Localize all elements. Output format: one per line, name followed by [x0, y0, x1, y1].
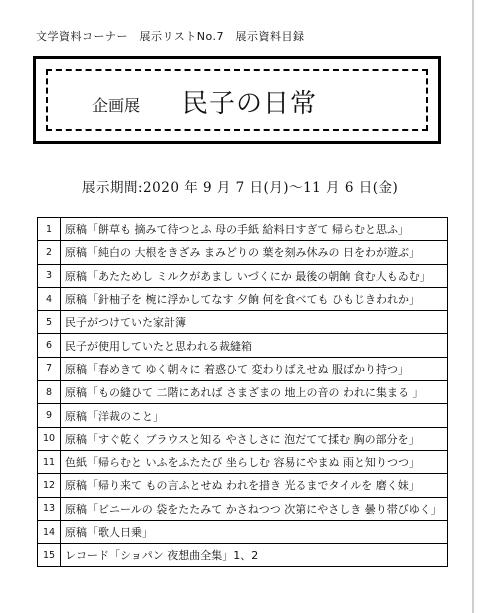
- item-number: 5: [38, 311, 61, 334]
- item-text: 色紙「帰らむと いふをふたたび 坐らしむ 容易にやまぬ 雨と知りつつ」: [61, 450, 448, 473]
- item-number: 10: [38, 427, 61, 450]
- item-number: 15: [38, 544, 61, 567]
- item-text: 原稿「春めきて ゆく朝々に 着惑ひて 変わりばえせぬ 服ばかり持つ」: [61, 357, 448, 380]
- table-row: [38, 287, 448, 310]
- table-row: [38, 334, 448, 357]
- exhibition-title: 民子の日常: [182, 89, 318, 119]
- table-row: [38, 520, 448, 543]
- item-number: 14: [38, 520, 61, 543]
- item-number: 7: [38, 357, 61, 380]
- item-number: 8: [38, 381, 61, 404]
- item-text: 民子が使用していたと思われる裁縫箱: [61, 334, 448, 357]
- table-row: [38, 311, 448, 334]
- exhibition-label: 企画展: [92, 96, 141, 115]
- item-text: 原稿「歌人日乗」: [61, 520, 448, 543]
- table-row: [38, 218, 448, 241]
- table-row: [38, 381, 448, 404]
- item-number: 4: [38, 287, 61, 310]
- item-text: 民子がつけていた家計簿: [61, 311, 448, 334]
- item-text: 原稿「餅草も 摘みて待つとふ 母の手紙 給料日すぎて 帰らむと思ふ」: [61, 218, 448, 241]
- item-number: 1: [38, 218, 61, 241]
- item-number: 13: [38, 497, 61, 520]
- items-table: [37, 217, 448, 567]
- exhibition-period: 展示期間:2020 年 9 月 7 日(月)～11 月 6 日(金): [82, 180, 399, 196]
- table-row: [38, 427, 448, 450]
- title-box: [33, 56, 441, 144]
- item-text: 原稿「純白の 大根をきざみ まみどりの 葉を刻み休みの 日をわが遊ぶ」: [61, 241, 448, 264]
- item-number: 3: [38, 264, 61, 287]
- table-row: [38, 241, 448, 264]
- table-row: [38, 357, 448, 380]
- table-row: [38, 450, 448, 473]
- item-text: 原稿「帰り来て もの言ふとせぬ われを措き 光るまでタイルを 磨く妹」: [61, 474, 448, 497]
- table-row: [38, 474, 448, 497]
- item-text: レコード「ショパン 夜想曲全集」1、2: [61, 544, 448, 567]
- item-number: 11: [38, 450, 61, 473]
- table-row: [38, 544, 448, 567]
- item-number: 12: [38, 474, 61, 497]
- table-row: [38, 264, 448, 287]
- item-text: 原稿「すぐ乾く ブラウスと知る やさしさに 泡だてて揉む 胸の部分を」: [61, 427, 448, 450]
- item-text: 原稿「洋裁のこと」: [61, 404, 448, 427]
- table-row: [38, 497, 448, 520]
- page-edge: [472, 0, 474, 613]
- item-number: 6: [38, 334, 61, 357]
- item-text: 原稿「針柚子を 椀に浮かしてなす 夕餉 何を食べても ひもじきわれか」: [61, 287, 448, 310]
- table-row: [38, 404, 448, 427]
- item-text: 原稿「もの縫ひて 二階にあれば さまざまの 地上の音の われに集まる 」: [61, 381, 448, 404]
- item-text: 原稿「ビニールの 袋をたたみて かさねつつ 次第にやさしき 曇り帯びゆく」: [61, 497, 448, 520]
- header-line: 文学資料コーナー 展示リストNo.7 展示資料目録: [36, 30, 305, 43]
- item-number: 9: [38, 404, 61, 427]
- item-text: 原稿「あたためし ミルクがあまし いづくにか 最後の朝餉 食む人もゐむ」: [61, 264, 448, 287]
- item-number: 2: [38, 241, 61, 264]
